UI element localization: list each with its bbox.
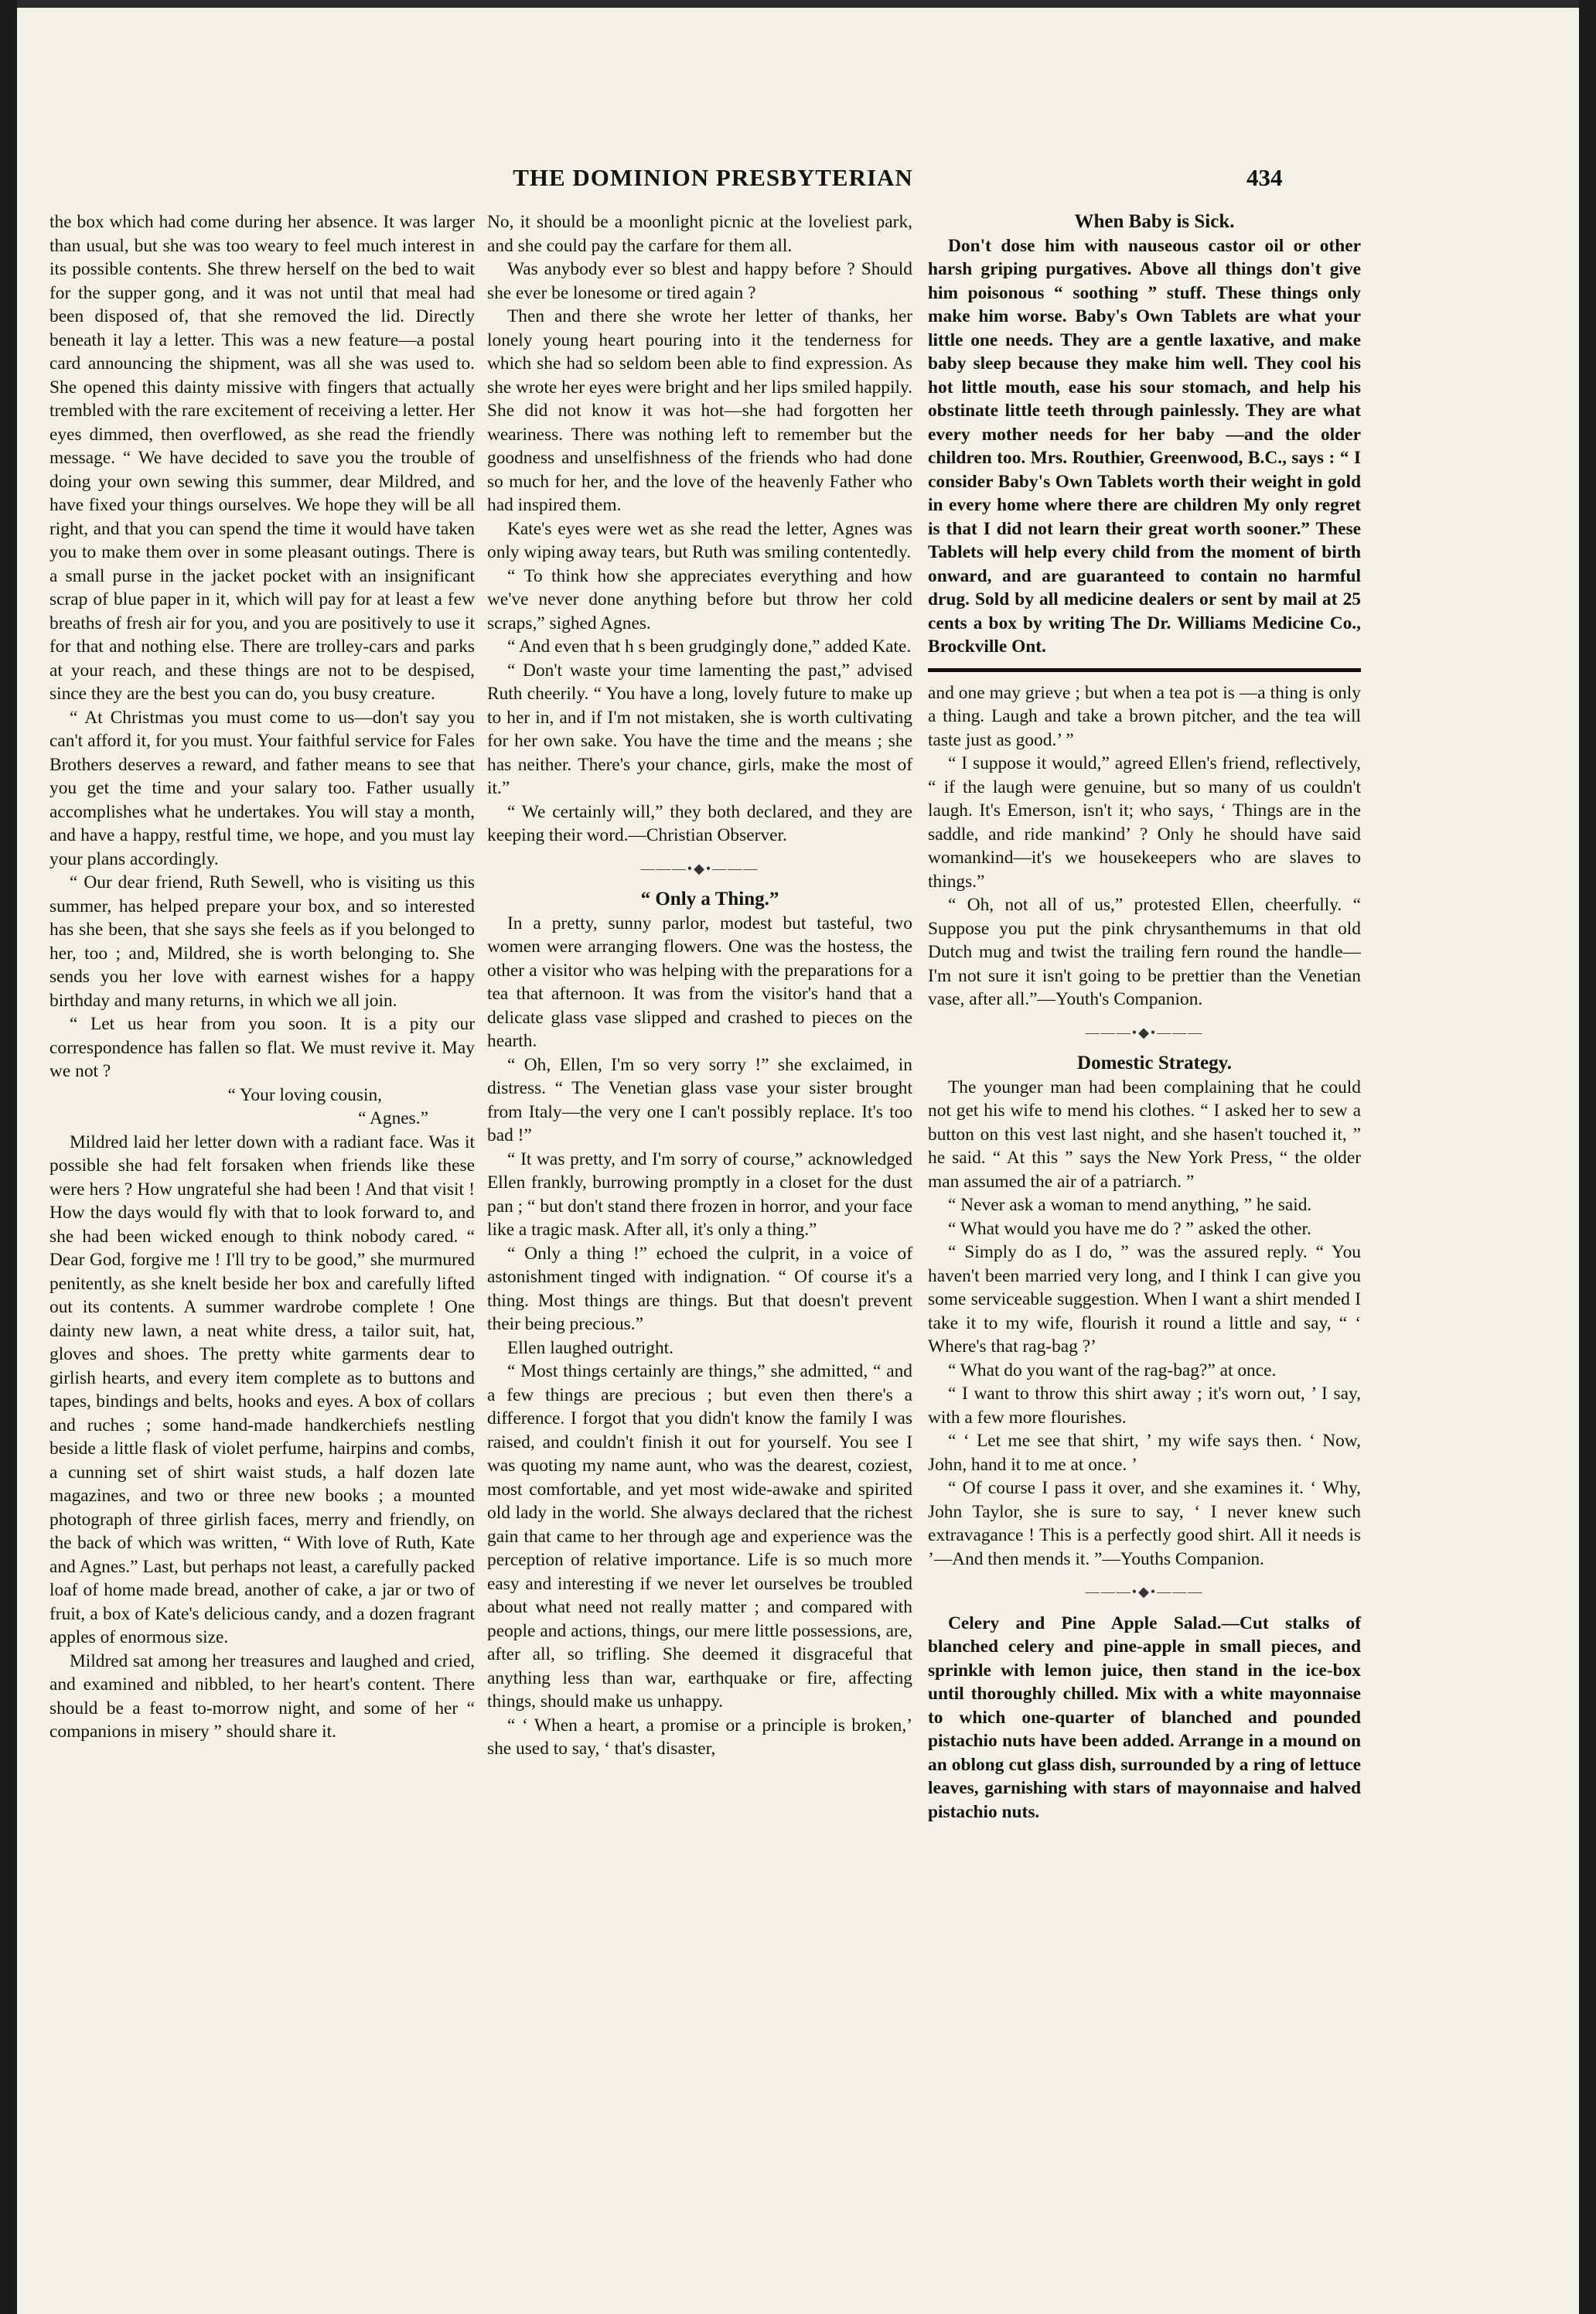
article-title-domestic-strategy: Domestic Strategy. <box>1077 1053 1232 1073</box>
paragraph: “ We certainly will,” they both declared, and they are keeping their word.—Christian Observer. <box>487 801 912 845</box>
article-title-only-a-thing: “ Only a Thing.” <box>640 889 779 910</box>
recipe-paragraph: Celery and Pine Apple Salad.—Cut stalks of blanched celery and pine-apple in small pieces, and sprinkle with lemon juice, then stand in the ice-box until thoroughly chilled. Mix with a white mayonnaise to which one-quarter of blanched and pounded pistachio nuts have been added. Arrange in a mound on an oblong cut glass dish, surrounded by a ring of lettuce leaves, garnishing with stars of mayonnaise and halved pistachio nuts. <box>928 1613 1361 1822</box>
paragraph: “ Most things certainly are things,” she admitted, “ and a few things are precious ; but even then there's a difference. I forgot that you didn't know the family I was raised, and couldn't finish it out for yourself. You see I was quoting my name aunt, who was the dearest, coziest, most comfortable, and yet most wide-awake and spirited old lady in the world. She always declared that the richest gain that came to her through age and experience was the perception of relative importance. Life is so much more easy and interesting if we never let ourselves be troubled about what need not really matter ; and compared with people and actions, things, our mere little possessions, are, after all, so trifling. She deemed it disgraceful that anything less than war, earthquake or fire, affecting things, should make us unhappy. <box>487 1361 912 1712</box>
paragraph: “ Let us hear from you soon. It is a pity our correspondence has fallen so flat. We must revive it. May we not ? <box>49 1014 475 1081</box>
paragraph: “ ‘ When a heart, a promise or a principle is broken,’ she used to say, ‘ that's disaster, <box>487 1715 912 1759</box>
paragraph: Was anybody ever so blest and happy before ? Should she ever be lonesome or tired again ? <box>487 259 912 303</box>
paragraph: The younger man had been complaining that he could not get his wife to mend his clothes. “ I asked her to sew a button on this vest last night, and she hasen't touched it, ” he said. “ At this ” says the New York Press, “ the older man assumed the air of a patriarch. ” <box>928 1077 1361 1192</box>
column-1 <box>49 210 475 1744</box>
ornament-separator: ———•◆•——— <box>640 860 759 876</box>
newspaper-page <box>17 0 1579 2314</box>
column-rule <box>928 668 1361 672</box>
paragraph: “ ‘ Let me see that shirt, ’ my wife says then. ‘ Now, John, hand it to me at once. ’ <box>928 1431 1361 1475</box>
paragraph: “ What would you have me do ? ” asked the other. <box>948 1218 1311 1239</box>
paragraph: “ To think how she appreciates everything and how we've never done anything before but throw her cold scraps,” sighed Agnes. <box>487 565 912 633</box>
letter-signature: “ Agnes.” <box>358 1108 428 1128</box>
ad-title-when-baby-is-sick: When Baby is Sick. <box>1074 211 1235 232</box>
paragraph: Mildred sat among her treasures and laughed and cried, and examined and nibbled, to her heart's content. There should be a feast to-morrow night, and some of her “ companions in misery ” should share it. <box>49 1650 475 1742</box>
advertisement-body: Don't dose him with nauseous castor oil or other harsh griping purgatives. Above all things don't give him poisonous “ soothing ” stuff. These things only make him worse. Baby's Own Tablets are what your little one needs. They are a gentle laxative, and make baby sleep because they make him well. They cool his hot little mouth, ease his sour stomach, and help his obstinate little teeth through painlessly. They are what every mother needs for her baby —and the older children too. Mrs. Routhier, Greenwood, B.C., says : “ I consider Baby's Own Tablets worth their weight in gold in every home where there are children My only regret is that I did not learn their great worth sooner.” These Tablets will help every child from the moment of birth onward, and are guaranteed to contain no harmful drug. Sold by all medicine dealers or sent by mail at 25 cents a box by writing The Dr. Williams Medicine Co., Brockville Ont. <box>928 235 1361 657</box>
paragraph: “ Oh, Ellen, I'm so very sorry !” she exclaimed, in distress. “ The Venetian glass vase your sister brought from Italy—the very one I can't possibly replace. It's too bad !” <box>487 1054 912 1145</box>
paragraph: “ I suppose it would,” agreed Ellen's friend, reflectively, “ if the laugh were genuine, but so many of us couldn't laugh. It's Emerson, isn't it; who says, ‘ Things are in the saddle, and ride mankind’ ? Only he should have said womankind—it's we housekeepers who are slaves to things.” <box>928 753 1361 892</box>
top-edge <box>17 0 1579 8</box>
paragraph: “ Simply do as I do, ” was the assured reply. “ You haven't been married very long, and I think I can give you some serviceable suggestion. When I want a shirt mended I take it to my wife, flourish it round a little and say, “ ‘ Where's that rag-bag ?’ <box>928 1242 1361 1357</box>
paragraph: “ It was pretty, and I'm sorry of course,” acknowledged Ellen frankly, burrowing promptly in a closet for the dust pan ; “ but don't stand there frozen in horror, and your face like a tragic mask. After all, it's only a thing.” <box>487 1148 912 1240</box>
paragraph: “ And even that h s been grudgingly done,” added Kate. <box>507 637 912 657</box>
paragraph: “ I want to throw this shirt away ; it's worn out, ’ I say, with a few more flourishes. <box>928 1384 1361 1428</box>
masthead-title: THE DOMINION PRESBYTERIAN <box>513 164 913 191</box>
column-2 <box>487 210 912 1761</box>
paragraph: “ Of course I pass it over, and she examines it. ‘ Why, John Taylor, she is sure to say, ‘ I never knew such extravagance ! This is a perfectly good shirt. All it needs is ’—And then mends it. ”—Youths Companion. <box>928 1478 1361 1569</box>
letter-closing: “ Your loving cousin, <box>227 1084 382 1105</box>
paragraph: Ellen laughed outright. <box>507 1337 674 1358</box>
paragraph: “ Our dear friend, Ruth Sewell, who is visiting us this summer, has helped prepare your box, and so interested has she been, that she says she feels as if you belonged to her, too ; and, Mildred, she is worth belonging to. She sends you her love with earnest wishes for a happy birthday and many returns, in which we all join. <box>49 872 475 1011</box>
paragraph: Kate's eyes were wet as she read the letter, Agnes was only wiping away tears, but Ruth was smiling contentedly. <box>487 518 912 562</box>
paragraph: Mildred laid her letter down with a radiant face. Was it possible she had felt forsaken when friends like these were hers ? How ungrateful she had been ! And that visit ! How the days would fly with that to look forward to, and she had been wicked enough to think nobody cared. “ Dear God, forgive me ! I'll try to be good,” she murmured penitently, as she knelt beside her box and carefully lifted out its contents. A summer wardrobe complete ! One dainty new lawn, a neat white dress, a tailor suit, hat, gloves and shoes. The pretty white garments dear to girlish hearts, and every item complete as to buttons and tapes, bindings and belts, hooks and eyes. A box of collars and ruches ; some hand-made handkerchiefs nestling beside a little flask of violet perfume, hairpins and combs, a cunning set of shirt waist studs, a half dozen late magazines, and two or three new books ; a mounted photograph of three girlish faces, merry and friendly, on the back of which was written, “ With love of Ruth, Kate and Agnes.” Last, but perhaps not least, a carefully packed loaf of home made bread, another of cake, a jar or two of fruit, a box of Kate's delicious candy, and a dozen fragrant apples of enormous size. <box>49 1131 475 1647</box>
paragraph: “ Oh, not all of us,” protested Ellen, cheerfully. “ Suppose you put the pink chrysanthemums in that old Dutch mug and twist the trailing fern round the handle—I'm not sure it isn't going to be prettier than the Venetian vase, after all.”—Youth's Companion. <box>928 895 1361 1009</box>
paragraph: “ Don't waste your time lamenting the past,” advised Ruth cheerily. “ You have a long, lovely future to make up to her in, and if I'm not mistaken, she is worth cultivating for her own sake. You have the time and the means ; she has neither. There's your chance, girls, make the most of it.” <box>487 660 912 798</box>
paragraph: “ At Christmas you must come to us—don't say you can't afford it, for you must. Your faithful service for Fales Brothers deserves a reward, and father means to see that you get the time and your salary too. Father usually accomplishes what he undertakes. You will stay a month, and have a happy, restful time, we hope, and you must lay your plans accordingly. <box>49 707 475 869</box>
paragraph: No, it should be a moonlight picnic at the loveliest park, and she could pay the carfare for them all. <box>487 212 912 256</box>
paragraph: In a pretty, sunny parlor, modest but tasteful, two women were arranging flowers. One was the hostess, the other a visitor who was helping with the preparations for a tea that afternoon. It was from the visitor's hand that a delicate glass vase slipped and crashed to pieces on the hearth. <box>487 913 912 1051</box>
page-number: 434 <box>1246 164 1283 191</box>
paragraph: “ What do you want of the rag-bag?” at once. <box>948 1360 1277 1381</box>
column-3 <box>928 210 1361 1824</box>
paragraph: the box which had come during her absence. It was larger than usual, but she was too weary to feel much interest in its possible contents. She threw herself on the bed to wait for the supper gong, and it was not until that meal had been disposed of, that she removed the lid. Directly beneath it lay a letter. This was a new feature—a postal card announcing the shipment, was all she was used to. She opened this dainty missive with fingers that actually trembled with the rare excitement of receiving a letter. Her eyes dimmed, then overflowed, as she read the friendly message. “ We have decided to save you the trouble of doing your own sewing this summer, dear Mildred, and have fixed your things ourselves. We hope they will be all right, and that you can spend the time it would have taken you to make them over in some pleasant outings. There is a small purse in the jacket pocket with an insignificant scrap of blue paper in it, which will pay for at least a few breaths of fresh air for you, and you are positively to use it for that and nothing else. There are trolley-cars and parks at your reach, and these things are not to be despised, since they are the best you can do, you busy creature. <box>49 212 475 704</box>
ornament-separator: ———•◆•——— <box>1085 1024 1204 1040</box>
paragraph: and one may grieve ; but when a tea pot is —a thing is only a thing. Laugh and take a brown pitcher, and the tea will taste just as good.’ ” <box>928 682 1361 750</box>
ornament-separator: ———•◆•——— <box>1085 1584 1204 1599</box>
paragraph: “ Never ask a woman to mend anything, ” he said. <box>948 1195 1312 1215</box>
paragraph: “ Only a thing !” echoed the culprit, in a voice of astonishment tinged with indignation. “ Of course it's a thing. Most things are things. But that doesn't prevent their being precious.” <box>487 1243 912 1334</box>
paragraph: Then and there she wrote her letter of thanks, her lonely young heart pouring into it the tenderness for which she had so seldom been able to find expression. As she wrote her eyes were bright and her lips smiled happily. She did not know it was hot—she had forgotten her weariness. There was nothing left to remember but the goodness and unselfishness of the friends who had done so much for her, and the love of the heavenly Father who had inspired them. <box>487 306 912 515</box>
